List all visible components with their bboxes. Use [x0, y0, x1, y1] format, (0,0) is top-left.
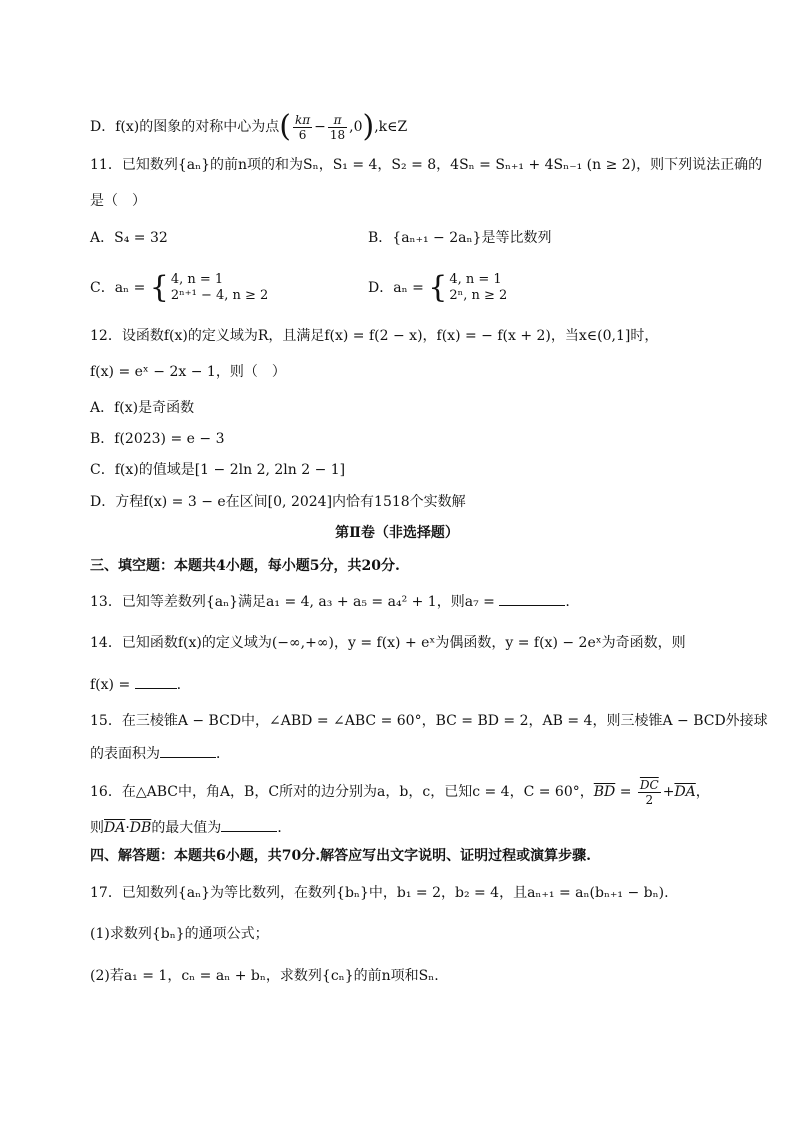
q14-end: .	[176, 677, 182, 693]
q16-line1-end: ，	[695, 784, 710, 800]
q15-line2	[90, 743, 230, 764]
q14-line2	[90, 674, 181, 695]
q16-line2	[90, 817, 291, 838]
piecewise-cases: 4, n = 1 2ⁿ⁺¹ − 4, n ≥ 2	[170, 272, 269, 303]
point-tail: ,0	[349, 119, 363, 135]
piecewise-cases: 4, n = 1 2ⁿ, n ≥ 2	[449, 272, 508, 303]
part2-title: 第Ⅱ卷（非选择题）	[335, 525, 459, 541]
right-paren: )	[362, 109, 375, 144]
q10-option-d-tail: ,k∈Z	[374, 119, 408, 135]
q11-stem-line2: 是（ ）	[90, 193, 146, 209]
q17-stem: 17．已知数列{aₙ}为等比数列，在数列{bₙ}中，b₁ = 2，b₂ = 4，且aₙ₊₁ = aₙ(bₙ₊₁ − bₙ).	[90, 885, 669, 901]
q13-end: .	[565, 594, 570, 610]
q16-line1-pre: 16．在△ABC中，角A，B，C所对的边分别为a，b，c，已知c = 4，C = 60°，	[90, 784, 594, 800]
q16-line2-pre: 则	[90, 820, 104, 836]
q17-part1: (1)求数列{bₙ}的通项公式；	[90, 926, 269, 942]
section3-heading: 三、填空题：本题共4小题，每小题5分，共20分.	[90, 558, 400, 574]
answer-blank	[221, 817, 277, 832]
q16-line2-post: 的最大值为	[151, 820, 222, 836]
q11-option-b: B．{aₙ₊₁ − 2aₙ}是等比数列	[368, 230, 552, 246]
q17-part2: (2)若a₁ = 1，cₙ = aₙ + bₙ，求数列{cₙ}的前n项和Sₙ.	[90, 968, 439, 984]
answer-blank	[135, 674, 177, 689]
vector-da: $\overline{DA}$	[674, 784, 696, 800]
q11-option-d	[368, 268, 507, 308]
fraction-k-pi-over-6: $\frac{k\pi}{6}$	[294, 112, 311, 142]
section4-heading: 四、解答题：本题共6小题，共70分.解答应写出文字说明、证明过程或演算步骤.	[90, 848, 591, 864]
minus-sign: −	[314, 119, 326, 135]
q10-option-d-pre: f(x)的图象的对称中心为点	[115, 119, 280, 135]
q15-line2-text: 的表面积为	[90, 746, 160, 762]
q11-option-a: A．S₄ = 32	[90, 230, 168, 246]
equals-sign: =	[619, 784, 632, 800]
vector-da: $\overline{DA}$	[104, 820, 126, 836]
q11-stem-line1: 11．已知数列{aₙ}的前n项的和为Sₙ，S₁ = 4，S₂ = 8，4Sₙ = Sₙ₊₁ + 4Sₙ₋₁ (n ≥ 2)，则下列说法正确的	[90, 157, 763, 173]
q12-option-b: B．f(2023) = e − 3	[90, 431, 225, 447]
vector-db: $\overline{DB}$	[129, 820, 152, 836]
q12-option-d: D．方程f(x) = 3 − e在区间[0, 2024]内恰有1518个实数解	[90, 494, 466, 510]
q16-end: ．	[277, 820, 292, 836]
answer-blank	[499, 591, 565, 606]
q15-line1: 15．在三棱锥A − BCD中，∠ABD = ∠ABC = 60°，BC = BD = 2，AB = 4，则三棱锥A − BCD外接球	[90, 713, 768, 729]
q11-option-c	[90, 268, 268, 308]
left-paren: (	[279, 109, 291, 144]
q13-text: 13．已知等差数列{aₙ}满足a₁ = 4, a₃ + a₅ = a₄² + 1，则a₇ =	[90, 594, 500, 610]
q12-stem-line2: f(x) = eˣ − 2x − 1，则（ ）	[90, 364, 286, 380]
q14-line1: 14．已知函数f(x)的定义域为(−∞,+∞)，y = f(x) + eˣ为偶函数，y = f(x) − 2eˣ为奇函数，则	[90, 635, 686, 651]
dot-product: ·	[125, 820, 130, 836]
answer-blank	[160, 743, 216, 758]
q13	[90, 591, 570, 612]
q10-option-d-label: D．	[90, 119, 116, 135]
plus-sign: +	[662, 784, 675, 800]
fraction-dc-over-2: $\frac{\overline{DC}}{2}$	[639, 777, 659, 807]
q12-option-a: A．f(x)是奇函数	[90, 400, 195, 416]
fraction-pi-over-18: $\frac{\pi}{18}$	[329, 112, 346, 142]
q14-line2-text: f(x) =	[90, 677, 135, 693]
q12-option-c: C．f(x)的值域是[1 − 2ln 2, 2ln 2 − 1]	[90, 462, 346, 478]
q11-option-c-label: C．aₙ =	[90, 280, 146, 296]
q12-stem-line1: 12．设函数f(x)的定义域为R，且满足f(x) = f(2 − x)，f(x) = − f(x + 2)，当x∈(0,1]时，	[90, 328, 659, 344]
q11-option-d-label: D．aₙ =	[368, 280, 424, 296]
q10-option-d	[90, 110, 407, 144]
vector-bd: $\overline{BD}$	[593, 784, 616, 800]
q16-line1	[90, 772, 710, 812]
brace: {	[428, 270, 448, 305]
brace: {	[149, 270, 169, 305]
q15-end: ．	[216, 746, 230, 762]
